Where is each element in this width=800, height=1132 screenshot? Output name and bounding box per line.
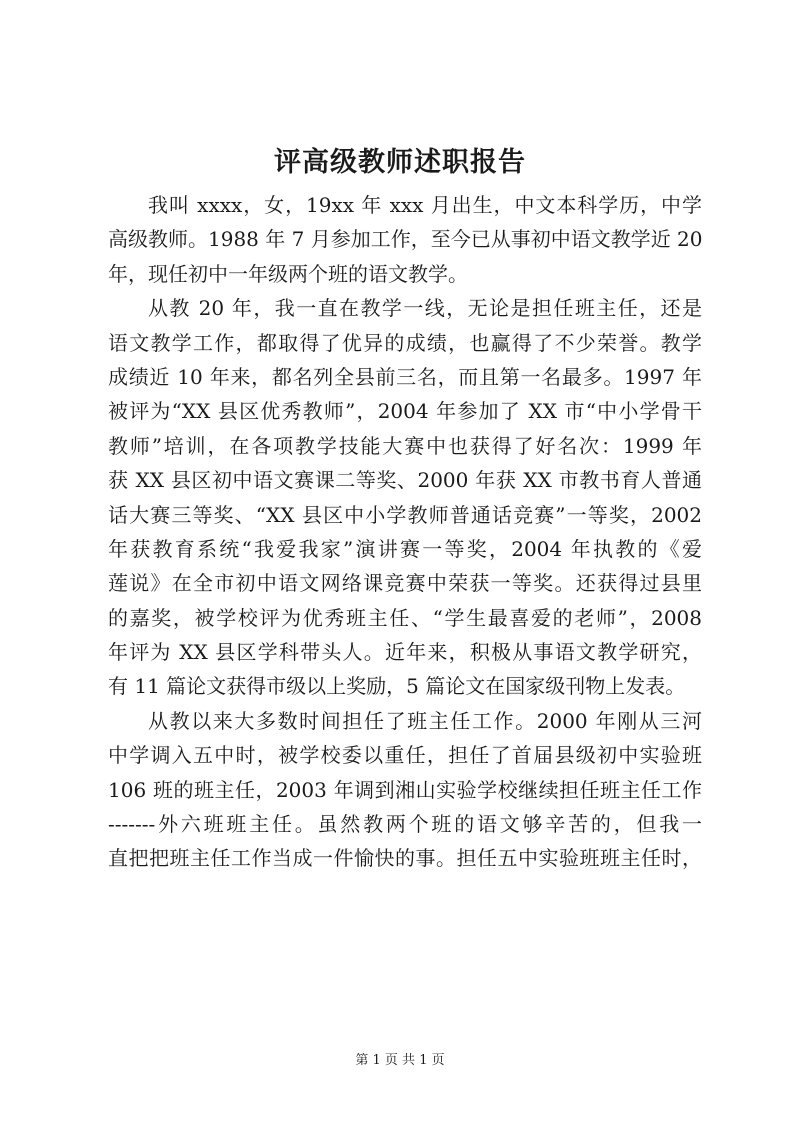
text-line: 年获教育系统“我爱我家”演讲赛一等奖，2004 年执教的《爱 [108, 536, 702, 561]
document-title: 评高级教师述职报告 [274, 147, 526, 178]
text-line: 106 班的班主任，2003 年调到湘山实验学校继续担任班主任工作 [108, 777, 702, 802]
text-line: 我叫 xxxx，女，19xx 年 xxx 月出生，中文本科学历，中学 [148, 193, 702, 217]
text-line: 话大赛三等奖、“XX 县区中小学教师普通话竞赛”一等奖，2002 [108, 502, 702, 527]
text-line: 高级教师。1988 年 7 月参加工作，至今已从事初中语文教学近 20 [108, 227, 703, 252]
text-line: 年评为 XX 县区学科带头人。近年来，积极从事语文教学研究， [108, 640, 702, 665]
text-line: 从教以来大多数时间担任了班主任工作。2000 年刚从三河 [148, 708, 702, 733]
text-line: 获 XX 县区初中语文赛课二等奖、2000 年获 XX 市教书育人普通 [108, 468, 702, 493]
text-line: 的嘉奖，被学校评为优秀班主任、“学生最喜爱的老师”，2008 [108, 605, 702, 630]
page-footer: 第 1 页 共 1 页 [355, 1053, 445, 1068]
text-line: 从教 20 年，我一直在教学一线，无论是担任班主任，还是 [148, 296, 702, 321]
text-line: 教师”培训，在各项教学技能大赛中也获得了好名次：1999 年 [108, 433, 702, 458]
text-line: 莲说》在全市初中语文网络课竞赛中荣获一等奖。还获得过县里 [108, 571, 702, 596]
text-line: 有 11 篇论文获得市级以上奖励，5 篇论文在国家级刊物上发表。 [108, 674, 686, 699]
text-line: 成绩近 10 年来，都名列全县前三名，而且第一名最多。1997 年 [108, 364, 702, 389]
text-line: -------外六班班主任。虽然教两个班的语文够辛苦的，但我一 [108, 812, 702, 837]
text-line: 语文教学工作，都取得了优异的成绩，也赢得了不少荣誉。教学 [108, 330, 702, 355]
text-line: 中学调入五中时，被学校委以重任，担任了首届县级初中实验班 [108, 743, 702, 768]
text-line: 年，现任初中一年级两个班的语文教学。 [108, 261, 468, 286]
document-body [108, 188, 702, 876]
text-line: 直把把班主任工作当成一件愉快的事。担任五中实验班班主任时， [108, 846, 702, 871]
text-line: 被评为“XX 县区优秀教师”，2004 年参加了 XX 市“中小学骨干 [108, 399, 702, 424]
